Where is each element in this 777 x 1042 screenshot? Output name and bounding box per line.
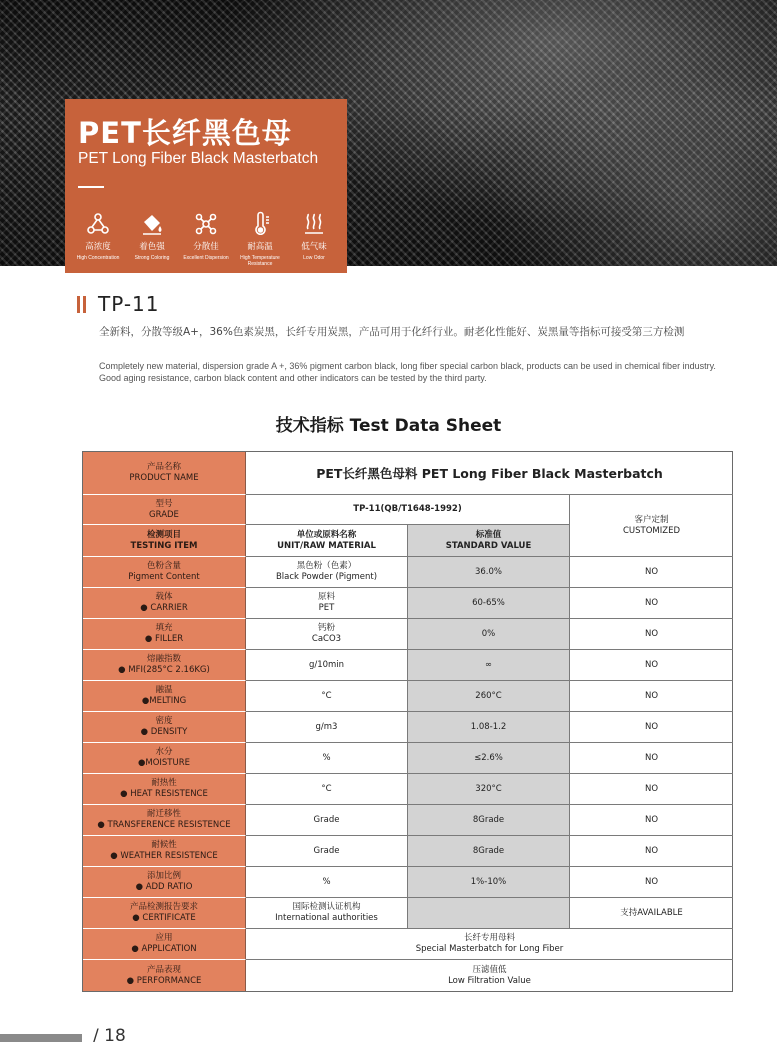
row-standard: 36.0% bbox=[408, 557, 570, 588]
feature-low-odor: 低气味 Low Odor bbox=[287, 211, 341, 261]
performance-value: 压滤值低 Low Filtration Value bbox=[448, 964, 531, 986]
row-standard: 1.08-1.2 bbox=[408, 712, 570, 743]
footer-bar bbox=[0, 1034, 82, 1042]
low-odor-icon bbox=[287, 211, 341, 241]
performance-label: 产品表现 ● PERFORMANCE bbox=[83, 960, 246, 991]
model-title: TP-11 bbox=[98, 292, 160, 316]
row-unit: °C bbox=[246, 681, 408, 712]
row-custom: NO bbox=[570, 805, 733, 836]
row-label: 密度 ● DENSITY bbox=[83, 712, 246, 743]
certificate-unit: 国际检测认证机构 International authorities bbox=[246, 898, 408, 929]
row-standard: ∞ bbox=[408, 650, 570, 681]
hero-divider bbox=[78, 186, 104, 188]
feature-coloring: 着色强 Strong Coloring bbox=[125, 211, 179, 261]
row-label: 水分 ●MOISTURE bbox=[83, 743, 246, 774]
description-en: Completely new material, dispersion grade A +, 36% pigment carbon black, long fiber special carbon black, products can be used in chemical fiber industry. Good aging resistance, carbon black content and other indicators can be tested by the third party. bbox=[99, 361, 716, 383]
application-value: 长纤专用母料 Special Masterbatch for Long Fiber bbox=[246, 929, 733, 960]
row-label: 添加比例 ● ADD RATIO bbox=[83, 867, 246, 898]
row-standard: ≤2.6% bbox=[408, 743, 570, 774]
row-standard: 60-65% bbox=[408, 588, 570, 619]
row-standard: 8Grade bbox=[408, 805, 570, 836]
sheet-title: 技术指标 Test Data Sheet bbox=[275, 416, 502, 436]
concentration-icon bbox=[71, 211, 125, 241]
customized-header: 客户定制 CUSTOMIZED bbox=[570, 495, 733, 557]
feature-list bbox=[71, 211, 341, 271]
row-custom: NO bbox=[570, 867, 733, 898]
model-marker bbox=[83, 296, 86, 313]
grade-label: 型号 GRADE bbox=[83, 495, 246, 525]
molecule-icon bbox=[179, 211, 233, 241]
row-unit: % bbox=[246, 867, 408, 898]
test-data-table bbox=[82, 451, 733, 992]
page-number: / 18 bbox=[93, 1026, 126, 1042]
row-label: 色粉含量 Pigment Content bbox=[83, 557, 246, 588]
standard-header: 标准值 STANDARD VALUE bbox=[408, 525, 570, 557]
row-unit: °C bbox=[246, 774, 408, 805]
certificate-custom: 支持AVAILABLE bbox=[570, 898, 733, 929]
row-unit: Grade bbox=[246, 805, 408, 836]
feature-concentration: 高浓度 High Concentration bbox=[71, 211, 125, 261]
row-label: 耐热性 ● HEAT RESISTENCE bbox=[83, 774, 246, 805]
row-standard: 0% bbox=[408, 619, 570, 650]
description-cn: 全新料，分散等级A+，36%色素炭黑，长纤专用炭黑，产品可用于化纤行业。耐老化性能好、炭黑量等指标可接受第三方检测 bbox=[99, 326, 685, 338]
row-label: 填充 ● FILLER bbox=[83, 619, 246, 650]
row-unit: 原料 PET bbox=[246, 588, 408, 619]
hero-title-cn: PET长纤黑色母 bbox=[78, 116, 292, 150]
grade-value: TP-11(QB/T1648-1992) bbox=[246, 495, 570, 525]
row-custom: NO bbox=[570, 588, 733, 619]
product-name-label: 产品名称 PRODUCT NAME bbox=[83, 452, 246, 495]
row-unit: 黑色粉（色素） Black Powder (Pigment) bbox=[246, 557, 408, 588]
row-unit: Grade bbox=[246, 836, 408, 867]
row-custom: NO bbox=[570, 743, 733, 774]
feature-temperature: 耐高温 High Temperature Resistance bbox=[233, 211, 287, 267]
hero-title-en: PET Long Fiber Black Masterbatch bbox=[78, 150, 319, 167]
row-label: 耐候性 ● WEATHER RESISTENCE bbox=[83, 836, 246, 867]
feature-dispersion: 分散佳 Excellent Dispersion bbox=[179, 211, 233, 261]
row-standard: 260°C bbox=[408, 681, 570, 712]
row-standard: 1%-10% bbox=[408, 867, 570, 898]
row-standard: 8Grade bbox=[408, 836, 570, 867]
certificate-value bbox=[408, 898, 570, 929]
row-custom: NO bbox=[570, 681, 733, 712]
row-custom: NO bbox=[570, 619, 733, 650]
paint-bucket-icon bbox=[125, 211, 179, 241]
model-marker bbox=[77, 296, 80, 313]
row-label: 融温 ●MELTING bbox=[83, 681, 246, 712]
row-custom: NO bbox=[570, 774, 733, 805]
unit-header: 单位或原料名称 UNIT/RAW MATERIAL bbox=[246, 525, 408, 557]
application-label: 应用 ● APPLICATION bbox=[83, 929, 246, 960]
thermometer-icon bbox=[233, 211, 287, 241]
row-custom: NO bbox=[570, 557, 733, 588]
row-label: 熔融指数 ● MFI(285°C 2.16KG) bbox=[83, 650, 246, 681]
row-custom: NO bbox=[570, 712, 733, 743]
row-unit: g/m3 bbox=[246, 712, 408, 743]
row-unit: % bbox=[246, 743, 408, 774]
product-name-value: PET长纤黑色母料 PET Long Fiber Black Masterbatch bbox=[246, 452, 733, 495]
row-unit: 钙粉 CaCO3 bbox=[246, 619, 408, 650]
row-custom: NO bbox=[570, 836, 733, 867]
certificate-label: 产品检测报告要求 ● CERTIFICATE bbox=[83, 898, 246, 929]
testing-item-label: 检测项目 TESTING ITEM bbox=[83, 525, 246, 557]
row-label: 耐迁移性 ● TRANSFERENCE RESISTENCE bbox=[83, 805, 246, 836]
row-standard: 320°C bbox=[408, 774, 570, 805]
hero-card bbox=[65, 99, 347, 273]
hero-banner bbox=[0, 0, 777, 266]
row-unit: g/10min bbox=[246, 650, 408, 681]
row-custom: NO bbox=[570, 650, 733, 681]
row-label: 载体 ● CARRIER bbox=[83, 588, 246, 619]
